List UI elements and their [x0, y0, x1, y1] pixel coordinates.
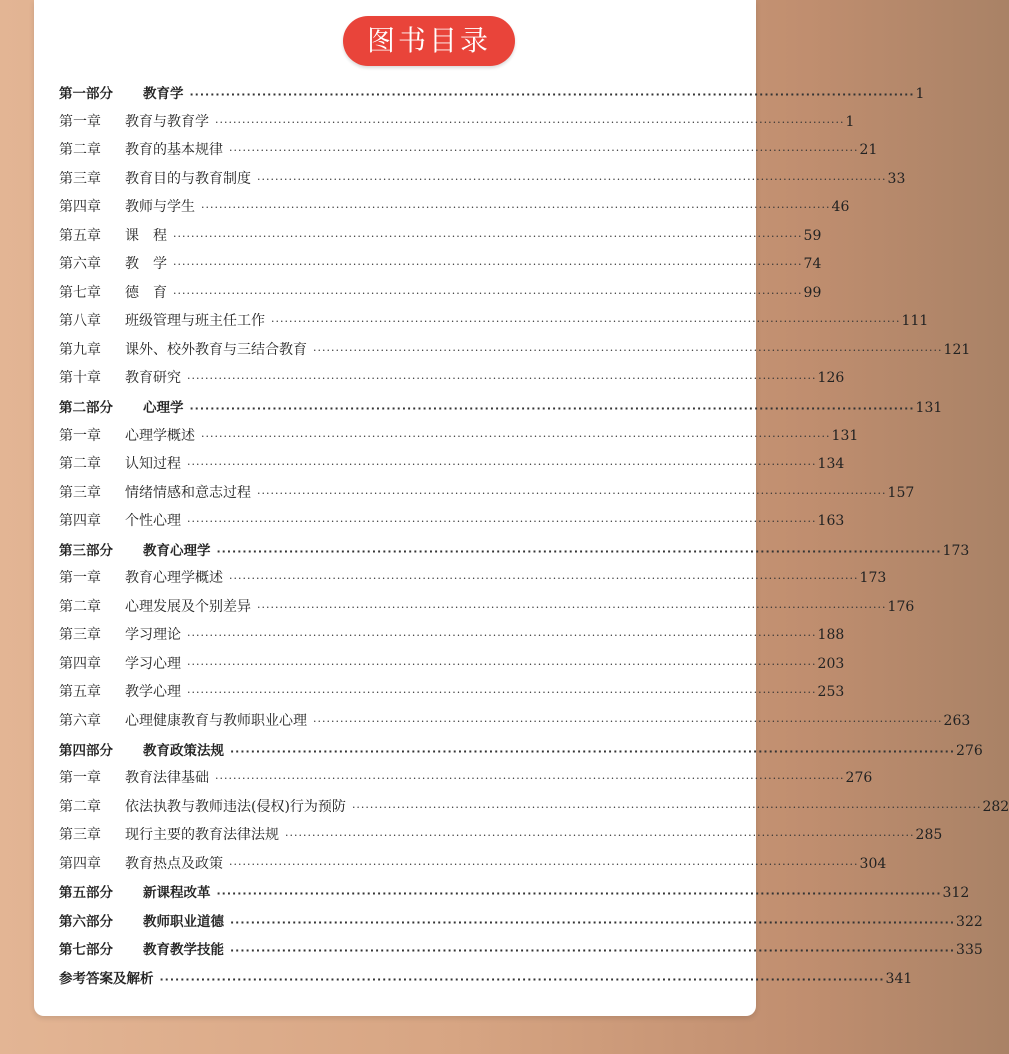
toc-entry-number: 第六部分 — [59, 913, 113, 930]
toc-page-number: 131 — [831, 427, 859, 444]
toc-chapter-row — [59, 767, 873, 796]
toc-page-number: 173 — [942, 542, 970, 559]
toc-entry-number: 第六章 — [59, 713, 101, 730]
toc-page-number: 341 — [885, 970, 913, 987]
toc-entry-title: 学习心理 — [125, 655, 181, 672]
toc-page-number: 1 — [845, 113, 855, 130]
toc-leader-dots: ············································································································································ — [230, 744, 956, 758]
toc-chapter-row — [59, 653, 845, 682]
toc-entry-number: 第一部分 — [59, 86, 113, 102]
toc-chapter-row — [59, 339, 971, 368]
toc-entry-number: 第二章 — [59, 456, 101, 473]
toc-entry-number: 第三部分 — [59, 542, 113, 559]
table-of-contents — [59, 82, 1009, 996]
toc-entry-title: 心理健康教育与教师职业心理 — [125, 713, 307, 730]
toc-chapter-row — [59, 681, 845, 710]
toc-chapter-row — [59, 710, 971, 739]
toc-page-number: 176 — [887, 598, 915, 615]
toc-leader-dots: ············································································································································ — [351, 800, 982, 814]
toc-chapter-row — [59, 367, 845, 396]
page-title: 图书目录 — [343, 16, 515, 66]
toc-page-number: 1 — [915, 86, 925, 102]
toc-chapter-row — [59, 310, 929, 339]
toc-leader-dots: ············································································································································ — [216, 544, 942, 558]
toc-chapter-row — [59, 111, 855, 140]
toc-part-row — [59, 396, 943, 425]
toc-leader-dots: ············································································································································ — [173, 258, 803, 272]
toc-leader-dots: ············································································································································ — [187, 515, 817, 529]
toc-entry-number: 第四章 — [59, 199, 101, 216]
toc-entry-title: 心理学 — [143, 400, 184, 417]
toc-entry-number: 第九章 — [59, 341, 101, 358]
toc-page-number: 121 — [943, 341, 971, 358]
toc-leader-dots: ············································································································································ — [257, 486, 887, 500]
toc-part-row — [59, 938, 983, 967]
toc-chapter-row — [59, 567, 887, 596]
toc-page-number: 282 — [982, 798, 1009, 815]
toc-chapter-row — [59, 139, 878, 168]
toc-chapter-row — [59, 482, 915, 511]
toc-entry-title: 学习理论 — [125, 627, 181, 644]
toc-chapter-row — [59, 510, 845, 539]
toc-entry-number: 第七部分 — [59, 942, 113, 959]
toc-entry-title: 个性心理 — [125, 513, 181, 530]
toc-leader-dots: ············································································································································ — [216, 887, 942, 901]
toc-entry-number: 第十章 — [59, 370, 101, 387]
toc-part-row — [59, 539, 970, 568]
toc-page-number: 126 — [817, 370, 845, 387]
toc-entry-title: 教育热点及政策 — [125, 855, 223, 872]
toc-chapter-row — [59, 596, 915, 625]
toc-entry-number: 第二章 — [59, 798, 101, 815]
toc-chapter-row — [59, 168, 906, 197]
toc-entry-number: 第三章 — [59, 170, 101, 187]
toc-entry-number: 第四章 — [59, 855, 101, 872]
toc-leader-dots: ············································································································································ — [215, 772, 845, 786]
toc-entry-number: 第三章 — [59, 627, 101, 644]
toc-entry-number: 第四章 — [59, 513, 101, 530]
toc-page-number: 33 — [887, 170, 906, 187]
toc-chapter-row — [59, 196, 850, 225]
toc-page-number: 276 — [845, 770, 873, 787]
toc-entry-number: 第二章 — [59, 598, 101, 615]
toc-leader-dots: ············································································································································ — [313, 343, 943, 357]
toc-part-row — [59, 82, 925, 111]
toc-part-row — [59, 739, 983, 768]
toc-page-number: 188 — [817, 627, 845, 644]
toc-page-number: 203 — [817, 655, 845, 672]
toc-leader-dots: ············································································································································ — [229, 857, 859, 871]
toc-entry-number: 第八章 — [59, 313, 101, 330]
toc-leader-dots: ············································································································································ — [189, 88, 915, 101]
toc-entry-number: 第七章 — [59, 284, 101, 301]
toc-leader-dots: ············································································································································ — [187, 372, 817, 386]
toc-chapter-row — [59, 624, 845, 653]
toc-chapter-row — [59, 253, 822, 282]
toc-page-number: 74 — [803, 256, 822, 273]
toc-page-number: 99 — [803, 284, 822, 301]
toc-entry-title: 教育研究 — [125, 370, 181, 387]
toc-leader-dots: ············································································································································ — [230, 915, 956, 929]
toc-entry-title: 参考答案及解析 — [59, 970, 154, 987]
toc-entry-title: 认知过程 — [125, 456, 181, 473]
toc-leader-dots: ············································································································································ — [187, 686, 817, 700]
toc-leader-dots: ············································································································································ — [159, 972, 885, 986]
toc-page-number: 134 — [817, 456, 845, 473]
toc-entry-title: 教育的基本规律 — [125, 142, 223, 159]
toc-entry-title: 教育心理学概述 — [125, 570, 223, 587]
toc-entry-title: 教师与学生 — [125, 199, 195, 216]
toc-entry-title: 新课程改革 — [143, 885, 211, 902]
toc-chapter-row — [59, 796, 1009, 825]
toc-leader-dots: ············································································································································ — [201, 429, 831, 443]
toc-entry-title: 心理发展及个别差异 — [125, 598, 251, 615]
toc-entry-title: 现行主要的教育法律法规 — [125, 827, 279, 844]
toc-entry-number: 第三章 — [59, 484, 101, 501]
toc-page-number: 304 — [859, 855, 887, 872]
toc-chapter-row — [59, 225, 822, 254]
toc-entry-title: 情绪情感和意志过程 — [125, 484, 251, 501]
toc-leader-dots: ············································································································································ — [189, 402, 915, 416]
toc-part-row — [59, 910, 983, 939]
toc-page-number: 163 — [817, 513, 845, 530]
toc-leader-dots: ············································································································································ — [229, 144, 859, 158]
toc-part-row — [59, 881, 970, 910]
toc-page-number: 173 — [859, 570, 887, 587]
toc-leader-dots: ············································································································································ — [257, 172, 887, 186]
toc-chapter-row — [59, 425, 859, 454]
toc-leader-dots: ············································································································································ — [187, 458, 817, 472]
toc-page-number: 263 — [943, 713, 971, 730]
toc-page-number: 322 — [956, 913, 983, 930]
toc-entry-title: 教 学 — [125, 256, 167, 273]
toc-entry-title: 教育教学技能 — [143, 942, 224, 959]
toc-page-number: 253 — [817, 684, 845, 701]
toc-entry-number: 第四章 — [59, 655, 101, 672]
toc-entry-title: 德 育 — [125, 284, 167, 301]
toc-leader-dots: ············································································································································ — [229, 572, 859, 586]
toc-entry-title: 教育法律基础 — [125, 770, 209, 787]
toc-page-number: 312 — [942, 885, 970, 902]
toc-leader-dots: ············································································································································ — [230, 944, 956, 958]
toc-entry-title: 教育心理学 — [143, 542, 211, 559]
toc-leader-dots: ············································································································································ — [201, 201, 831, 215]
toc-entry-title: 教师职业道德 — [143, 913, 224, 930]
toc-leader-dots: ············································································································································ — [173, 286, 803, 300]
toc-part-row — [59, 967, 913, 996]
toc-page-number: 285 — [915, 827, 943, 844]
toc-entry-title: 教学心理 — [125, 684, 181, 701]
toc-entry-title: 心理学概述 — [125, 427, 195, 444]
toc-entry-title: 课外、校外教育与三结合教育 — [125, 341, 307, 358]
toc-entry-title: 依法执教与教师违法(侵权)行为预防 — [125, 798, 346, 815]
toc-entry-title: 班级管理与班主任工作 — [125, 313, 265, 330]
toc-chapter-row — [59, 282, 822, 311]
toc-page-number: 157 — [887, 484, 915, 501]
toc-entry-number: 第二章 — [59, 142, 101, 159]
toc-page-number: 276 — [956, 742, 983, 759]
toc-leader-dots: ············································································································································ — [271, 315, 901, 329]
toc-entry-number: 第五章 — [59, 684, 101, 701]
toc-page-number: 59 — [803, 227, 822, 244]
toc-page-number: 21 — [859, 142, 878, 159]
toc-entry-title: 教育与教育学 — [125, 113, 209, 130]
toc-entry-number: 第六章 — [59, 256, 101, 273]
toc-leader-dots: ············································································································································ — [313, 715, 943, 729]
toc-entry-number: 第三章 — [59, 827, 101, 844]
toc-page-number: 46 — [831, 199, 850, 216]
toc-entry-number: 第二部分 — [59, 400, 113, 417]
toc-leader-dots: ············································································································································ — [187, 629, 817, 643]
toc-page-number: 131 — [915, 400, 943, 417]
toc-entry-number: 第四部分 — [59, 742, 113, 759]
toc-entry-number: 第一章 — [59, 570, 101, 587]
toc-chapter-row — [59, 453, 845, 482]
toc-entry-title: 教育目的与教育制度 — [125, 170, 251, 187]
toc-chapter-row — [59, 853, 887, 882]
toc-leader-dots: ············································································································································ — [285, 829, 915, 843]
toc-entry-title: 教育学 — [143, 86, 184, 102]
toc-entry-title: 课 程 — [125, 227, 167, 244]
toc-leader-dots: ············································································································································ — [173, 229, 803, 243]
toc-leader-dots: ············································································································································ — [215, 115, 845, 129]
toc-entry-number: 第五部分 — [59, 885, 113, 902]
toc-leader-dots: ············································································································································ — [257, 600, 887, 614]
toc-page-number: 111 — [901, 313, 929, 330]
toc-page-number: 335 — [956, 942, 983, 959]
toc-entry-number: 第一章 — [59, 770, 101, 787]
toc-chapter-row — [59, 824, 943, 853]
toc-entry-number: 第一章 — [59, 427, 101, 444]
toc-entry-number: 第五章 — [59, 227, 101, 244]
toc-entry-title: 教育政策法规 — [143, 742, 224, 759]
toc-leader-dots: ············································································································································ — [187, 657, 817, 671]
toc-entry-number: 第一章 — [59, 113, 101, 130]
